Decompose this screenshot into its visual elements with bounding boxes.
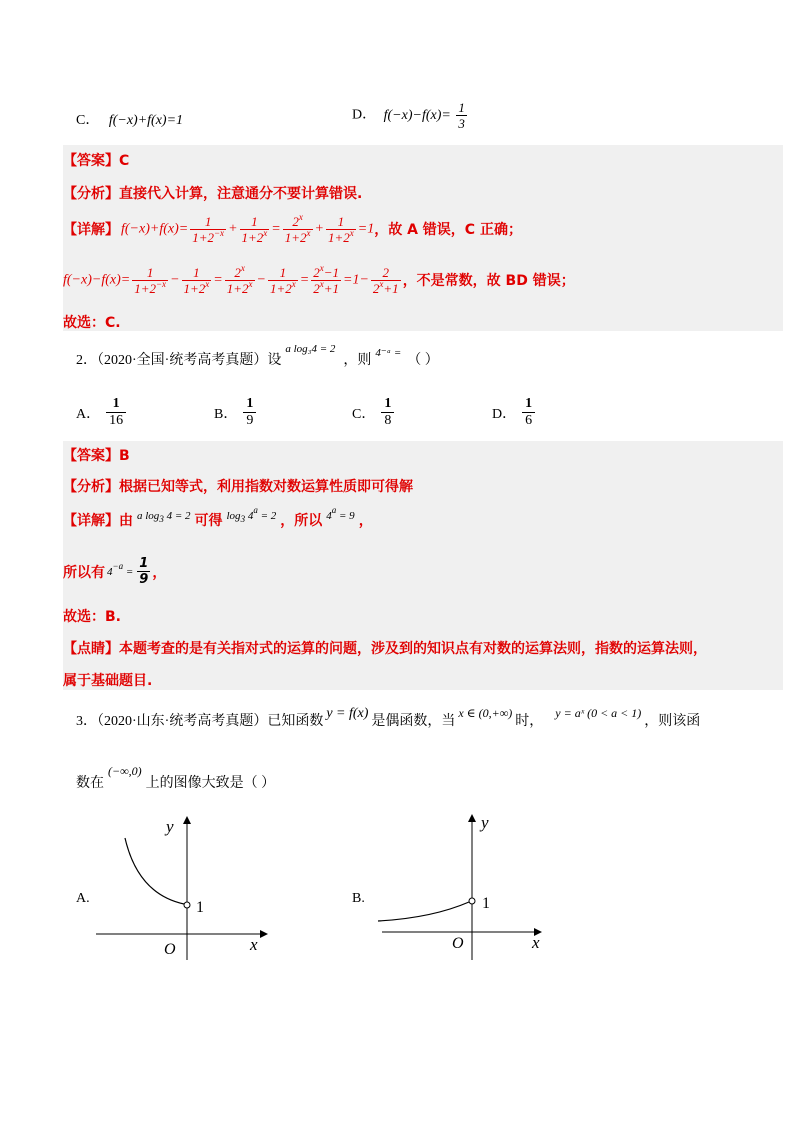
detail-math: 4a = 9 xyxy=(326,505,355,522)
q2-detail-line1 xyxy=(63,505,373,530)
q2-choose: 故选：B. xyxy=(63,609,121,625)
q1-choose: 故选：C. xyxy=(63,315,121,331)
q2-stem xyxy=(76,343,439,370)
detail-math: f(−x)−f(x)= $\frac{1}{1+2^{-x}}$ − $\frac{1}{1+2^x}$ = $\frac{2^x}{1+2^x}$ − $\frac{1}{1+2^x}$ = $\frac{2^x-1}{2^x+1}$ =1− $\frac{2}{2^x+1}$ xyxy=(63,262,399,296)
condition-expression: a log₃4 = 2 xyxy=(285,343,336,355)
curve xyxy=(125,838,184,904)
option-fraction: $\frac{1}{9}$ xyxy=(243,396,256,429)
option-label: C． xyxy=(352,406,376,422)
origin-label: O xyxy=(164,941,176,958)
detail-math: log3 4a = 2 xyxy=(226,505,277,524)
q1-analysis: 【分析】直接代入计算，注意通分不要计算错误. xyxy=(63,186,363,202)
option-fraction xyxy=(456,100,467,131)
intercept-label: 1 xyxy=(196,899,204,916)
option-label: D． xyxy=(352,107,377,123)
option-expression: f(−x)−f(x)= xyxy=(383,107,451,123)
stem-text: ，则 xyxy=(343,353,372,368)
option-label: A． xyxy=(76,406,101,422)
question-source: （2020·全国·统考高考真题）设 xyxy=(97,353,282,368)
interval-expression: (−∞,0) xyxy=(108,764,142,778)
y-axis-label: y xyxy=(481,813,489,832)
x-axis-arrow-icon xyxy=(260,930,268,938)
q3-stem-line2 xyxy=(76,764,276,793)
option-fraction: $\frac{1}{16}$ xyxy=(106,396,126,429)
curve xyxy=(378,902,469,921)
option-fraction: $\frac{1}{8}$ xyxy=(381,396,394,429)
origin-label: O xyxy=(452,935,464,952)
detail-conclusion: ，故 A 错误，C 正确； xyxy=(374,222,522,238)
option-expression: f(−x)+f(x)=1 xyxy=(108,113,184,128)
fraction-denominator: 3 xyxy=(458,116,465,131)
detail-math: $4^{-a}$ = xyxy=(107,560,134,578)
q2-answer: 【答案】B xyxy=(63,448,130,464)
detail-text: ，所以 xyxy=(280,513,323,529)
q1-option-c xyxy=(76,112,183,130)
q1-detail-line2 xyxy=(63,262,575,298)
fraction-numerator: 1 xyxy=(458,100,465,115)
q1-option-d xyxy=(352,100,469,131)
detail-math: a log3 4 = 2 xyxy=(137,510,191,524)
function-expression: y = f(x) xyxy=(326,706,369,721)
stem-text: 时， xyxy=(515,714,544,729)
q2-comment-line1: 【点睛】本题考查的是有关指对式的运算的问题，涉及到的知识点有对数的运算法则，指数的运算法则， xyxy=(63,641,707,657)
q2-analysis: 【分析】根据已知等式，利用指数对数运算性质即可得解 xyxy=(63,479,413,495)
graph-a xyxy=(90,812,270,962)
graph-a-label: A. xyxy=(76,891,90,906)
answer-blank: （ ） xyxy=(407,353,439,368)
target-expression: 4⁻ᵃ = xyxy=(375,347,402,359)
detail-label: 【详解】 xyxy=(63,222,119,238)
detail-text: 可得 xyxy=(194,513,223,529)
q3-stem-line1 xyxy=(76,706,701,731)
q1-detail-line1 xyxy=(63,212,522,246)
stem-text: ，则该函 xyxy=(644,714,701,729)
q2-option-d xyxy=(492,396,535,429)
stem-text: 数在 xyxy=(76,776,104,791)
y-axis-arrow-icon xyxy=(183,816,191,824)
q2-detail-line2 xyxy=(63,556,166,587)
intercept-label: 1 xyxy=(482,895,490,912)
graph-b xyxy=(372,812,552,962)
option-fraction: $\frac{1}{6}$ xyxy=(522,396,535,429)
detail-label: 所以有 xyxy=(63,564,105,581)
q2-comment-line2: 属于基础题目. xyxy=(63,673,153,689)
q2-option-b xyxy=(214,396,256,429)
detail-text: ， xyxy=(152,564,167,581)
y-axis-arrow-icon xyxy=(468,814,476,822)
rule-expression: y = aˣ (0 < a < 1) xyxy=(555,706,642,720)
y-axis-label: y xyxy=(166,817,174,836)
question-number: 3． xyxy=(76,714,97,729)
detail-math: f(−x)+f(x)= $\frac{1}{1+2^{-x}}$ + $\frac{1}{1+2^x}$ = $\frac{2^x}{1+2^x}$ + $\frac{1}{1+2^x}$ =1 xyxy=(121,211,375,245)
q2-option-c xyxy=(352,396,394,429)
option-label: C． xyxy=(76,113,100,128)
open-point xyxy=(469,898,475,904)
x-axis-label: x xyxy=(250,935,258,954)
detail-label: 【详解】由 xyxy=(63,513,133,529)
q2-option-a xyxy=(76,396,126,429)
detail-fraction: $\frac{1}{9}$ xyxy=(139,556,149,587)
x-axis-label: x xyxy=(532,933,540,952)
open-point xyxy=(184,902,190,908)
q1-answer: 【答案】C xyxy=(63,153,130,169)
graph-b-label: B. xyxy=(352,891,365,906)
detail-text: ， xyxy=(358,513,373,529)
detail-conclusion: ，不是常数，故 BD 错误； xyxy=(402,273,575,289)
option-label: D． xyxy=(492,406,517,422)
question-source: （2020·山东·统考高考真题）已知函数 xyxy=(97,714,324,729)
option-label: B． xyxy=(214,406,238,422)
stem-text: 上的图像大致是（ ） xyxy=(145,776,276,791)
question-number: 2． xyxy=(76,353,97,368)
domain-expression: x ∈ (0,+∞) xyxy=(458,706,513,720)
stem-text: 是偶函数，当 xyxy=(371,714,456,729)
